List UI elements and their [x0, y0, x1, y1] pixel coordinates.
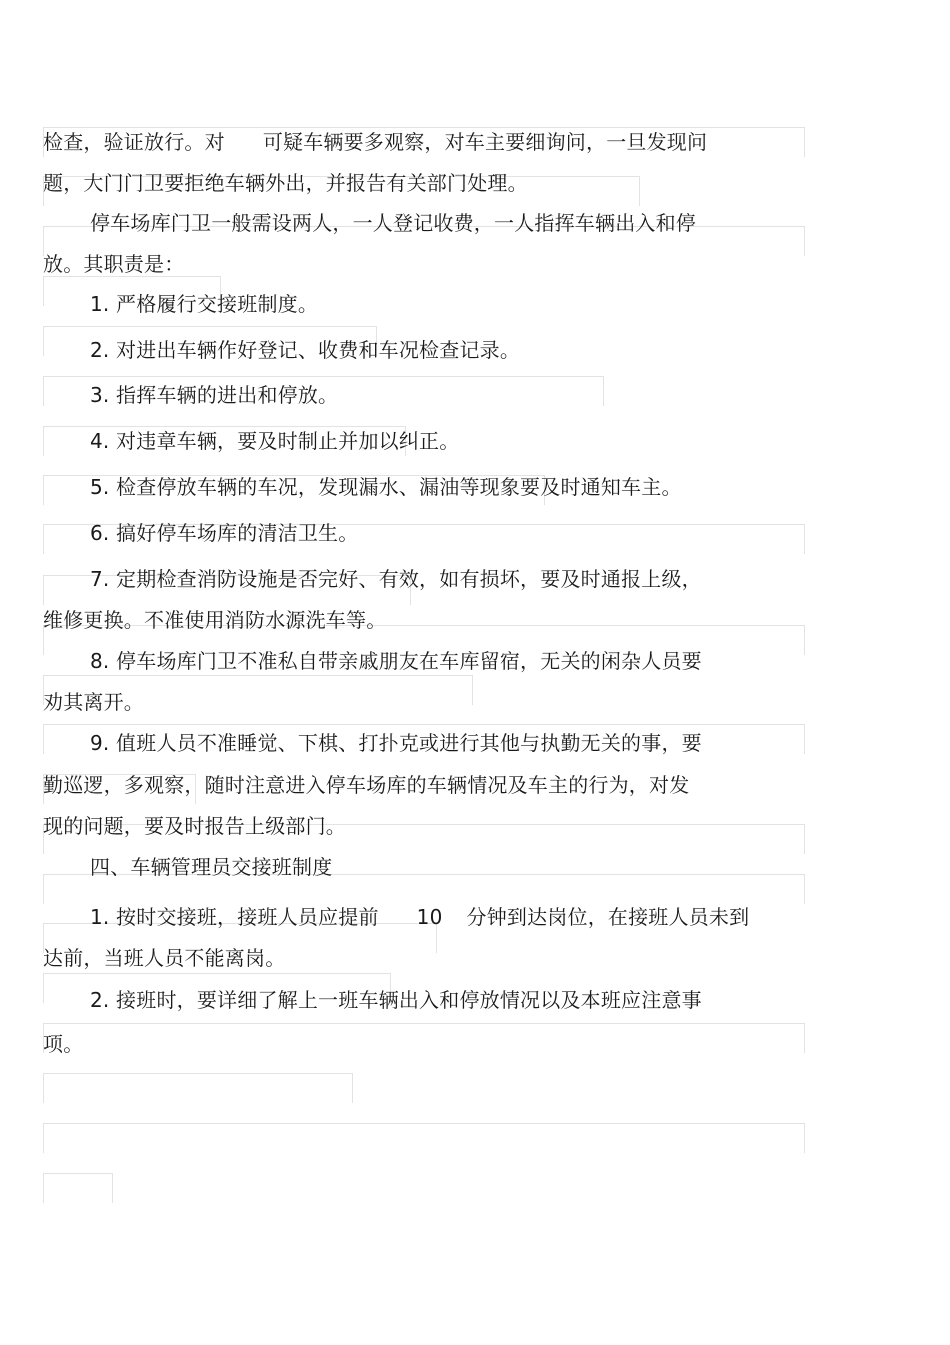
duty-item-9: 9. 值班人员不准睡觉、下棋、打扑克或进行其他与执勤无关的事，要	[90, 731, 702, 755]
duty-item-4: 4. 对违章车辆，要及时制止并加以纠正。	[90, 429, 460, 453]
duty-item-3: 3. 指挥车辆的进出和停放。	[90, 383, 339, 407]
duty-item-8-cont: 劝其离开。	[43, 690, 144, 714]
duty-item-6: 6. 搞好停车场库的清洁卫生。	[90, 521, 359, 545]
duty-item-7: 7. 定期检查消防设施是否完好、有效，如有损坏，要及时通报上级，	[90, 567, 702, 591]
duty-item-5: 5. 检查停放车辆的车况，发现漏水、漏油等现象要及时通知车主。	[90, 475, 682, 499]
duty-item-9-cont: 勤巡逻，多观察，随时注意进入停车场库的车辆情况及车主的行为，对发	[43, 773, 690, 797]
text-line-2: 题，大门门卫要拒绝车辆外出，并报告有关部门处理。	[43, 171, 528, 195]
cell-border	[43, 1123, 805, 1153]
text-line-4: 放。其职责是：	[43, 252, 185, 276]
cell-border	[43, 1073, 353, 1103]
duty-item-7-cont: 维修更换。不准使用消防水源洗车等。	[43, 608, 387, 632]
cell-border	[43, 1023, 805, 1053]
handover-item-2: 2. 接班时，要详细了解上一班车辆出入和停放情况以及本班应注意事	[90, 988, 702, 1012]
duty-item-8: 8. 停车场库门卫不准私自带亲戚朋友在车库留宿，无关的闲杂人员要	[90, 649, 702, 673]
duty-item-9-cont2: 现的问题，要及时报告上级部门。	[43, 814, 346, 838]
duty-item-1: 1. 严格履行交接班制度。	[90, 292, 319, 316]
handover-item-2-cont: 项。	[43, 1032, 84, 1056]
duty-item-2: 2. 对进出车辆作好登记、收费和车况检查记录。	[90, 338, 521, 362]
text-line-1: 检查，验证放行。对 可疑车辆要多观察，对车主要细询问，一旦发现问	[43, 130, 708, 154]
paragraph-gatekeeper-intro: 停车场库门卫一般需设两人，一人登记收费，一人指挥车辆出入和停	[90, 211, 696, 235]
handover-item-1-cont: 达前，当班人员不能离岗。	[43, 946, 286, 970]
handover-item-1: 1. 按时交接班，接班人员应提前 10 分钟到达岗位，在接班人员未到	[90, 905, 750, 929]
section-heading-handover: 四、车辆管理员交接班制度	[90, 855, 333, 879]
cell-border	[43, 1173, 113, 1203]
